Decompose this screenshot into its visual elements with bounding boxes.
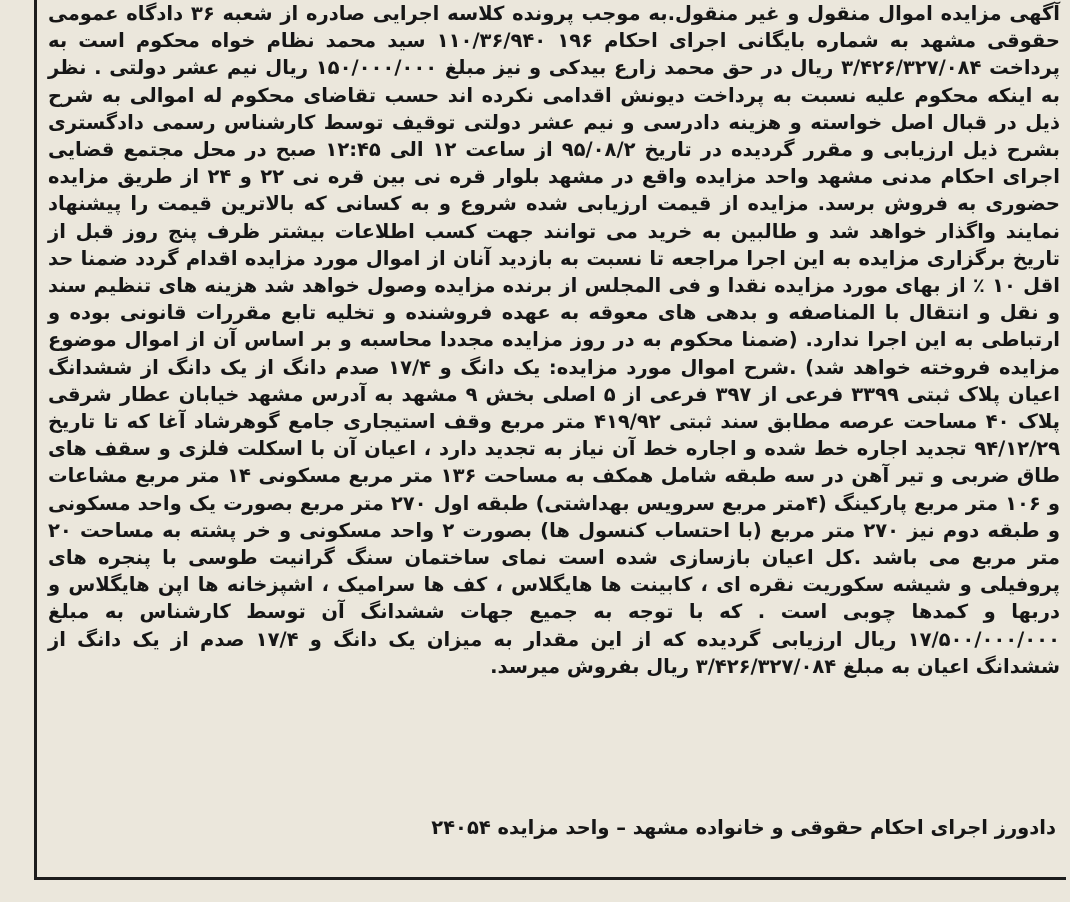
- auction-notice-body: [48, 0, 1060, 680]
- notice-signature: دادورز اجرای احکام حقوقی و خانواده مشهد – واحد مزایده ۲۴۰۵۴: [431, 816, 1056, 839]
- auction-notice-text: آگهی مزایده اموال منقول و غیر منقول.به موجب پرونده کلاسه اجرایی صادره از شعبه ۳۶ دادگاه عمومی حقوقی مشهد به شماره بایگانی اجرای احکام ۱۹۶ ۱۱۰/۳۶/۹۴۰ سید محمد نظام خواه محکوم است به پرداخت ۳/۴۲۶/۳۲۷/۰۸۴ ریال در حق محمد زارع بیدکی و نیز مبلغ ۱۵۰/۰۰۰/۰۰۰ ریال نیم عشر دولتی . نظر به اینکه محکوم علیه نسبت به پرداخت دیونش اقدامی نکرده اند حسب تقاضای محکوم له اموالی به شرح ذیل در قبال اصل خواسته و هزینه دادرسی و نیم عشر دولتی توقیف توسط کارشناس رسمی دادگستری بشرح ذیل ارزیابی و مقرر گردیده در تاریخ ۹۵/۰۸/۲ از ساعت ۱۲ الی ۱۲:۴۵ صبح در محل مجتمع قضایی اجرای احکام مدنی مشهد واحد مزایده واقع در مشهد بلوار قره نی بین قره نی ۲۲ و ۲۴ از طریق مزایده حضوری به فروش برسد. مزایده از قیمت ارزیابی شده شروع و به کسانی که بالاترین قیمت را پیشنهاد نمایند واگذار خواهد شد و طالبین به خرید می توانند جهت کسب اطلاعات بیشتر ظرف پنج روز قبل از تاریخ برگزاری مزایده به این اجرا مراجعه تا نسبت به بازدید آنان از اموال مورد مزایده اقدام گردد ضمنا حد اقل ۱۰ ٪ از بهای مورد مزایده نقدا و فی المجلس از برنده مزایده وصول خواهد شد هزینه های تنظیم سند و نقل و انتقال با المناصفه و بدهی های معوقه به عهده فروشنده و تخلیه تابع مقررات قانونی بوده و ارتباطی به این اجرا ندارد. (ضمنا محکوم به در روز مزایده مجددا محاسبه و بر اساس آن از اموال موضوع مزایده فروخته خواهد شد) .شرح اموال مورد مزایده: یک دانگ و ۱۷/۴ صدم دانگ از یک دانگ از ششدانگ اعیان پلاک ثبتی ۳۳۹۹ فرعی از ۳۹۷ فرعی از ۵ اصلی بخش ۹ مشهد به آدرس مشهد خیابان عطار شرقی پلاک ۴۰ مساحت عرصه مطابق سند ثبتی ۴۱۹/۹۲ متر مربع وقف استیجاری جامع گوهرشاد آغا که تا تاریخ ۹۴/۱۲/۲۹ تجدید اجاره خط شده و اجاره خط آن نیاز به تجدید دارد ، اعیان آن با اسکلت فلزی و سقف های طاق ضربی و تیر آهن در سه طبقه شامل همکف به مساحت ۱۳۶ متر مربع مسکونی ۱۴ متر مربع مشاعات و ۱۰۶ متر مربع پارکینگ (۴متر مربع سرویس بهداشتی) طبقه اول ۲۷۰ متر مربع بصورت یک واحد مسکونی و طبقه دوم نیز ۲۷۰ متر مربع (با احتساب کنسول ها) بصورت ۲ واحد مسکونی و خر پشته به مساحت ۲۰ متر مربع می باشد .کل اعیان بازسازی شده است نمای ساختمان سنگ گرانیت طوسی با پنجره های پروفیلی و شیشه سکوریت نقره ای ، کابینت ها هایگلاس ، کف ها سرامیک ، اشپزخانه ها اپن هایگلاس و دربها و کمدها چوبی است . که با توجه به جمیع جهات ششدانگ آن توسط کارشناس به مبلغ ۱۷/۵۰۰/۰۰۰/۰۰۰ ریال ارزیابی گردیده که از این مقدار به میزان یک دانگ و ۱۷/۴ صدم از یک دانگ از ششدانگ اعیان به مبلغ ۳/۴۲۶/۳۲۷/۰۸۴ ریال بفروش میرسد.: [48, 2, 1060, 678]
